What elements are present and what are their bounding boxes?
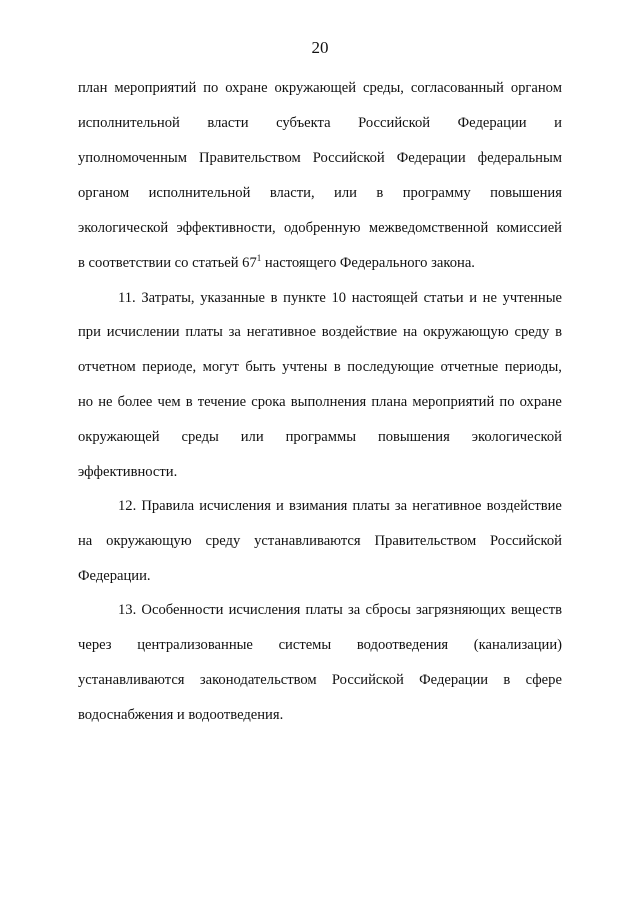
word: Российской bbox=[312, 150, 385, 166]
word: плана bbox=[371, 394, 408, 410]
word: охране bbox=[225, 80, 268, 96]
word: статьи bbox=[423, 290, 464, 306]
superscript-note: 1 bbox=[256, 253, 262, 263]
word: 13. bbox=[118, 602, 137, 618]
word: окружающую bbox=[106, 533, 192, 549]
text-line bbox=[78, 531, 562, 551]
word: эффективности, bbox=[176, 220, 276, 236]
word: на bbox=[78, 533, 93, 549]
word: устанавливаются bbox=[78, 672, 185, 688]
word: за bbox=[394, 498, 408, 514]
text-line bbox=[78, 253, 562, 273]
word: 11. bbox=[118, 290, 136, 306]
text-line bbox=[78, 218, 562, 238]
word: в bbox=[376, 185, 384, 201]
word: периоде, bbox=[142, 359, 197, 375]
word: субъекта bbox=[276, 115, 331, 131]
word: взимания bbox=[288, 498, 348, 514]
word: Российской bbox=[331, 672, 404, 688]
word: органом bbox=[78, 185, 130, 201]
word: по bbox=[499, 394, 515, 410]
word: течение bbox=[197, 394, 247, 410]
word: Правила bbox=[141, 498, 195, 514]
word: по bbox=[203, 80, 219, 96]
text-line bbox=[78, 148, 562, 168]
word: Правительством bbox=[199, 150, 301, 166]
word: чем bbox=[157, 394, 181, 410]
word: Российской bbox=[490, 533, 562, 549]
text-span: настоящего Федерального закона. bbox=[261, 255, 475, 271]
word: комиссией bbox=[496, 220, 562, 236]
word: воздействие bbox=[321, 324, 398, 340]
word: но bbox=[78, 394, 94, 410]
text-line bbox=[78, 113, 562, 133]
word: быть bbox=[245, 359, 276, 375]
paragraph-first-line bbox=[118, 600, 562, 620]
word: межведомственной bbox=[368, 220, 489, 236]
word: более bbox=[117, 394, 153, 410]
word: не bbox=[482, 290, 497, 306]
word: среды, bbox=[363, 80, 404, 96]
word: отчетном bbox=[78, 359, 136, 375]
word: платы bbox=[352, 498, 390, 514]
word: могут bbox=[202, 359, 239, 375]
word: при bbox=[78, 324, 101, 340]
text-line bbox=[78, 78, 562, 98]
word: или bbox=[240, 429, 264, 445]
word: сбросы bbox=[365, 602, 411, 618]
word: за bbox=[228, 324, 241, 340]
word: Федерации bbox=[396, 150, 466, 166]
word: централизованные bbox=[137, 637, 253, 653]
paragraph-first-line bbox=[118, 288, 562, 308]
word: окружающей bbox=[274, 80, 357, 96]
word: и bbox=[469, 290, 478, 306]
word: среду bbox=[205, 533, 241, 549]
word: платы bbox=[305, 602, 343, 618]
word: согласованный bbox=[410, 80, 504, 96]
word: (канализации) bbox=[473, 637, 562, 653]
text-line bbox=[78, 427, 562, 447]
word: экологической bbox=[78, 220, 169, 236]
word: Правительством bbox=[374, 533, 477, 549]
word: не bbox=[98, 394, 113, 410]
word: исполнительной bbox=[78, 115, 180, 131]
word: повышения bbox=[490, 185, 562, 201]
text-line: эффективности. bbox=[78, 464, 178, 480]
word: мероприятий bbox=[114, 80, 197, 96]
word: 10 bbox=[331, 290, 347, 306]
word: окружающую bbox=[423, 324, 509, 340]
word: водоотведения bbox=[356, 637, 449, 653]
word: исчисления bbox=[228, 602, 301, 618]
word: учтенные bbox=[502, 290, 562, 306]
text-line bbox=[78, 392, 562, 412]
word: одобренную bbox=[283, 220, 361, 236]
word: загрязняющих bbox=[415, 602, 506, 618]
word: среду bbox=[514, 324, 550, 340]
word: воздействие bbox=[486, 498, 562, 514]
word: федеральным bbox=[477, 150, 562, 166]
text-span: в соответствии со статьей 67 bbox=[78, 255, 257, 271]
word: власти, bbox=[269, 185, 315, 201]
word: программы bbox=[285, 429, 357, 445]
word: в bbox=[333, 359, 341, 375]
word: платы bbox=[185, 324, 223, 340]
page-number: 20 bbox=[311, 38, 329, 57]
word: пункте bbox=[283, 290, 326, 306]
word: Затраты, bbox=[141, 290, 195, 306]
word: учтены bbox=[282, 359, 328, 375]
word: настоящей bbox=[351, 290, 418, 306]
word: исчислении bbox=[106, 324, 180, 340]
word: и bbox=[276, 498, 284, 514]
word: устанавливаются bbox=[254, 533, 361, 549]
word: в bbox=[503, 672, 511, 688]
word: в bbox=[185, 394, 193, 410]
word: законодательством bbox=[199, 672, 317, 688]
word: в bbox=[555, 324, 562, 340]
word: мероприятий bbox=[412, 394, 495, 410]
word: окружающей bbox=[78, 429, 160, 445]
word: отчетные bbox=[440, 359, 499, 375]
word: выполнения bbox=[290, 394, 367, 410]
word: исчисления bbox=[199, 498, 271, 514]
text-line bbox=[78, 183, 562, 203]
word: власти bbox=[207, 115, 249, 131]
word: веществ bbox=[510, 602, 562, 618]
word: срока bbox=[251, 394, 286, 410]
text-line bbox=[78, 322, 562, 342]
text-line: Федерации. bbox=[78, 568, 151, 584]
word: и bbox=[554, 115, 562, 131]
word: охране bbox=[519, 394, 562, 410]
word: план bbox=[78, 80, 108, 96]
word: программу bbox=[402, 185, 471, 201]
text-line bbox=[78, 635, 562, 655]
word: Федерации bbox=[457, 115, 527, 131]
word: системы bbox=[278, 637, 332, 653]
word: Российской bbox=[358, 115, 431, 131]
text-line bbox=[78, 357, 562, 377]
word: Особенности bbox=[141, 602, 224, 618]
word: в bbox=[270, 290, 278, 306]
text-line: водоснабжения и водоотведения. bbox=[78, 707, 284, 723]
word: органом bbox=[510, 80, 562, 96]
word: на bbox=[402, 324, 418, 340]
word: повышения bbox=[377, 429, 450, 445]
word: последующие bbox=[347, 359, 434, 375]
word: экологической bbox=[471, 429, 562, 445]
word: 12. bbox=[118, 498, 137, 514]
word: сфере bbox=[525, 672, 562, 688]
word: исполнительной bbox=[148, 185, 251, 201]
word: среды bbox=[181, 429, 219, 445]
word: или bbox=[334, 185, 357, 201]
word: периоды, bbox=[504, 359, 562, 375]
word: негативное bbox=[246, 324, 316, 340]
word: указанные bbox=[200, 290, 265, 306]
word: Федерации bbox=[419, 672, 489, 688]
word: через bbox=[78, 637, 112, 653]
word: уполномоченным bbox=[78, 150, 187, 166]
word: за bbox=[348, 602, 361, 618]
word: негативное bbox=[412, 498, 482, 514]
paragraph-first-line bbox=[118, 496, 562, 516]
text-line bbox=[78, 670, 562, 690]
